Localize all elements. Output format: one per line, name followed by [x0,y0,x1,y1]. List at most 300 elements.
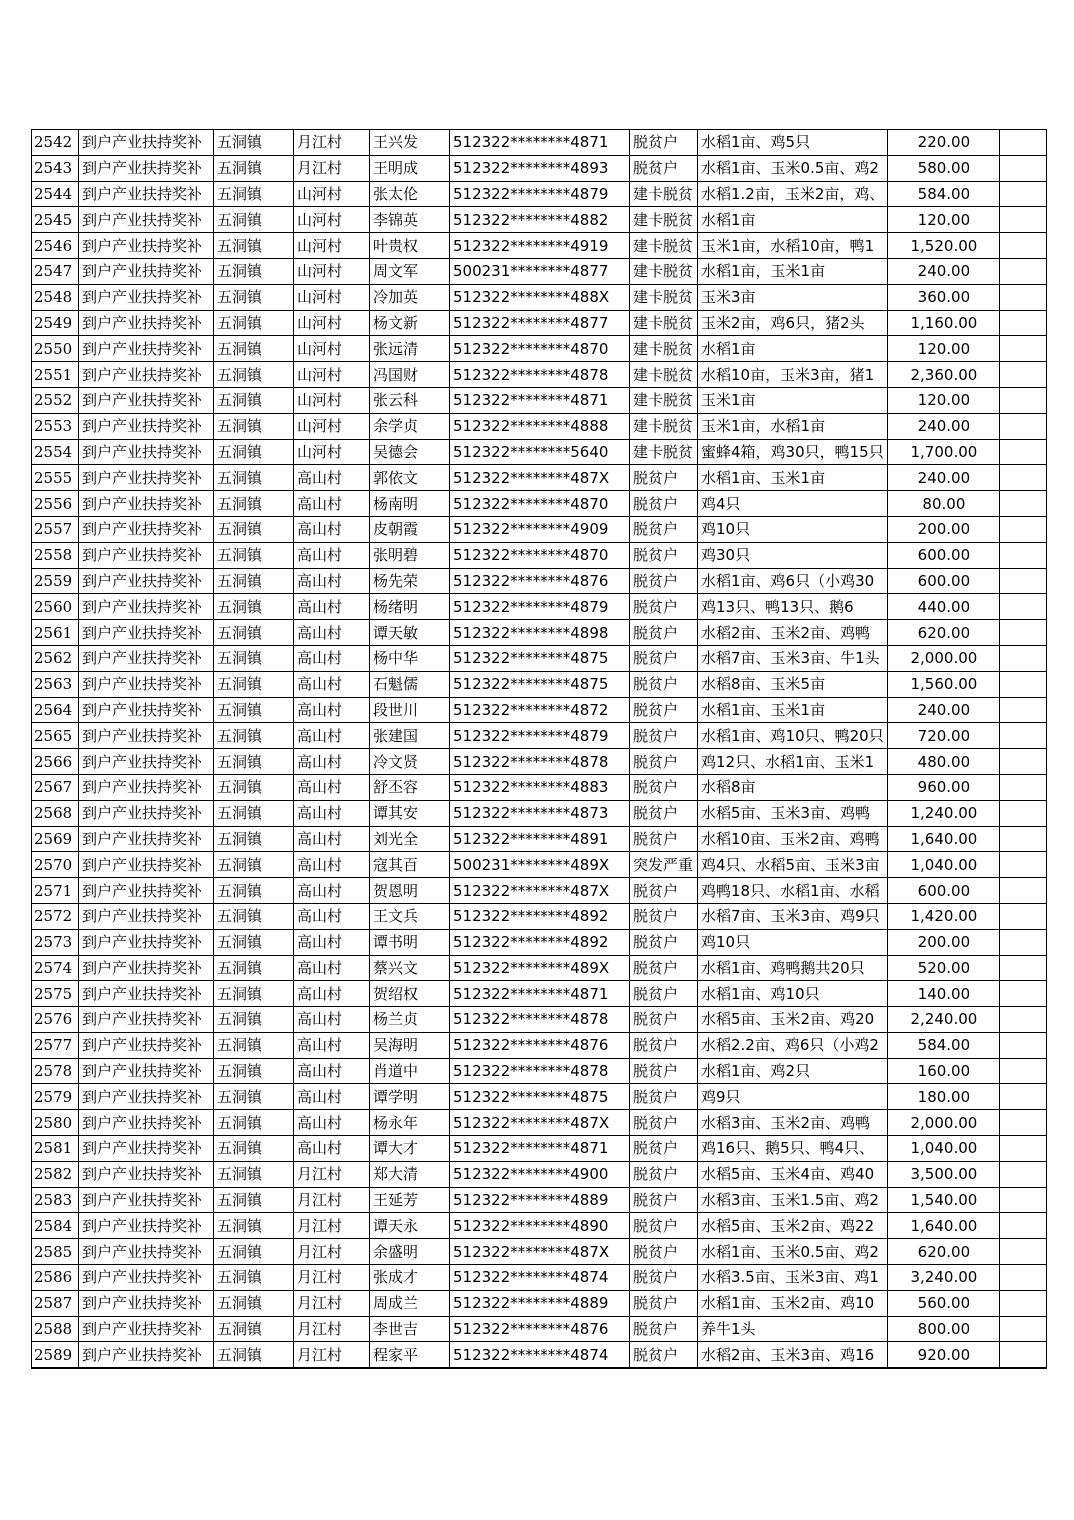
table-row [32,491,1047,517]
remark-cell [1000,362,1047,388]
remark-cell [1000,465,1047,491]
amount-cell: 620.00 [888,620,1000,646]
household-type-cell: 脱贫户 [630,568,698,594]
row-number-cell: 2574 [32,955,79,981]
id-number-cell: 512322********4879 [450,723,630,749]
row-number-cell: 2568 [32,800,79,826]
row-number-cell: 2560 [32,594,79,620]
project-name-cell: 到户产业扶持奖补 [79,1213,214,1239]
household-type-cell: 建卡脱贫 [630,439,698,465]
industry-detail-cell: 鸡13只、鸭13只、鹅6 [698,594,888,620]
person-name-cell: 贺恩明 [370,878,450,904]
table-row [32,800,1047,826]
id-number-cell: 512322********4875 [450,1084,630,1110]
amount-cell: 1,520.00 [888,233,1000,259]
remark-cell [1000,1187,1047,1213]
household-type-cell: 脱贫户 [630,1058,698,1084]
industry-detail-cell: 水稻1亩、玉米2亩、鸡10 [698,1290,888,1316]
town-cell: 五洞镇 [214,516,294,542]
id-number-cell: 512322********4875 [450,671,630,697]
industry-detail-cell: 水稻3亩、玉米1.5亩、鸡2 [698,1187,888,1213]
industry-detail-cell: 鸡4只、水稻5亩、玉米3亩 [698,852,888,878]
person-name-cell: 杨文新 [370,310,450,336]
town-cell: 五洞镇 [214,903,294,929]
household-type-cell: 脱贫户 [630,155,698,181]
village-cell: 高山村 [294,1007,370,1033]
amount-cell: 1,640.00 [888,1213,1000,1239]
village-cell: 高山村 [294,1058,370,1084]
town-cell: 五洞镇 [214,1032,294,1058]
household-type-cell: 脱贫户 [630,1136,698,1162]
amount-cell: 584.00 [888,181,1000,207]
industry-detail-cell: 鸡9只 [698,1084,888,1110]
id-number-cell: 512322********4882 [450,207,630,233]
household-type-cell: 脱贫户 [630,929,698,955]
table-row [32,774,1047,800]
household-type-cell: 突发严重 [630,852,698,878]
amount-cell: 560.00 [888,1290,1000,1316]
amount-cell: 600.00 [888,542,1000,568]
household-type-cell: 脱贫户 [630,1084,698,1110]
row-number-cell: 2551 [32,362,79,388]
row-number-cell: 2569 [32,826,79,852]
project-name-cell: 到户产业扶持奖补 [79,594,214,620]
town-cell: 五洞镇 [214,1213,294,1239]
amount-cell: 2,000.00 [888,645,1000,671]
village-cell: 高山村 [294,620,370,646]
industry-detail-cell: 玉米3亩 [698,284,888,310]
town-cell: 五洞镇 [214,1290,294,1316]
person-name-cell: 李锦英 [370,207,450,233]
table-row [32,749,1047,775]
remark-cell [1000,387,1047,413]
town-cell: 五洞镇 [214,336,294,362]
household-type-cell: 脱贫户 [630,1239,698,1265]
industry-detail-cell: 鸡12只、水稻1亩、玉米1 [698,749,888,775]
amount-cell: 1,240.00 [888,800,1000,826]
project-name-cell: 到户产业扶持奖补 [79,723,214,749]
remark-cell [1000,1110,1047,1136]
household-type-cell: 脱贫户 [630,620,698,646]
amount-cell: 180.00 [888,1084,1000,1110]
remark-cell [1000,826,1047,852]
remark-cell [1000,620,1047,646]
village-cell: 高山村 [294,465,370,491]
person-name-cell: 肖道中 [370,1058,450,1084]
remark-cell [1000,981,1047,1007]
industry-detail-cell: 水稻2亩、玉米3亩、鸡16 [698,1342,888,1368]
household-type-cell: 脱贫户 [630,1213,698,1239]
beneficiary-table [31,129,1047,1369]
table-row [32,465,1047,491]
household-type-cell: 建卡脱贫 [630,233,698,259]
industry-detail-cell: 水稻1亩、鸡鸭鹅共20只 [698,955,888,981]
person-name-cell: 吴德会 [370,439,450,465]
household-type-cell: 脱贫户 [630,826,698,852]
village-cell: 山河村 [294,233,370,259]
id-number-cell: 512322********4876 [450,568,630,594]
table-row [32,697,1047,723]
amount-cell: 520.00 [888,955,1000,981]
village-cell: 高山村 [294,826,370,852]
person-name-cell: 吴海明 [370,1032,450,1058]
amount-cell: 800.00 [888,1316,1000,1342]
village-cell: 高山村 [294,749,370,775]
row-number-cell: 2557 [32,516,79,542]
table-row [32,981,1047,1007]
village-cell: 高山村 [294,1110,370,1136]
project-name-cell: 到户产业扶持奖补 [79,439,214,465]
village-cell: 高山村 [294,903,370,929]
amount-cell: 960.00 [888,774,1000,800]
amount-cell: 600.00 [888,878,1000,904]
person-name-cell: 张建国 [370,723,450,749]
table-row [32,233,1047,259]
amount-cell: 240.00 [888,258,1000,284]
person-name-cell: 冷文贤 [370,749,450,775]
town-cell: 五洞镇 [214,671,294,697]
industry-detail-cell: 水稻1亩 [698,207,888,233]
person-name-cell: 段世川 [370,697,450,723]
project-name-cell: 到户产业扶持奖补 [79,155,214,181]
amount-cell: 620.00 [888,1239,1000,1265]
household-type-cell: 建卡脱贫 [630,284,698,310]
remark-cell [1000,594,1047,620]
industry-detail-cell: 水稻8亩 [698,774,888,800]
person-name-cell: 杨中华 [370,645,450,671]
remark-cell [1000,258,1047,284]
table-row [32,594,1047,620]
person-name-cell: 张远清 [370,336,450,362]
remark-cell [1000,130,1047,156]
village-cell: 山河村 [294,284,370,310]
table-row [32,516,1047,542]
household-type-cell: 脱贫户 [630,723,698,749]
id-number-cell: 512322********488X [450,284,630,310]
person-name-cell: 王明成 [370,155,450,181]
household-type-cell: 脱贫户 [630,1110,698,1136]
project-name-cell: 到户产业扶持奖补 [79,620,214,646]
project-name-cell: 到户产业扶持奖补 [79,1316,214,1342]
table-row [32,155,1047,181]
town-cell: 五洞镇 [214,697,294,723]
person-name-cell: 杨兰贞 [370,1007,450,1033]
village-cell: 高山村 [294,594,370,620]
amount-cell: 80.00 [888,491,1000,517]
table-row [32,723,1047,749]
row-number-cell: 2577 [32,1032,79,1058]
id-number-cell: 512322********4870 [450,491,630,517]
project-name-cell: 到户产业扶持奖补 [79,284,214,310]
amount-cell: 1,420.00 [888,903,1000,929]
person-name-cell: 谭天敏 [370,620,450,646]
project-name-cell: 到户产业扶持奖补 [79,878,214,904]
amount-cell: 1,640.00 [888,826,1000,852]
id-number-cell: 512322********4878 [450,362,630,388]
project-name-cell: 到户产业扶持奖补 [79,516,214,542]
industry-detail-cell: 水稻5亩、玉米2亩、鸡20 [698,1007,888,1033]
table-row [32,284,1047,310]
village-cell: 月江村 [294,1316,370,1342]
id-number-cell: 512322********4873 [450,800,630,826]
industry-detail-cell: 水稻2.2亩、鸡6只（小鸡2 [698,1032,888,1058]
id-number-cell: 512322********5640 [450,439,630,465]
table-row [32,130,1047,156]
row-number-cell: 2578 [32,1058,79,1084]
project-name-cell: 到户产业扶持奖补 [79,1290,214,1316]
industry-detail-cell: 水稻10亩，玉米3亩，猪1 [698,362,888,388]
table-row [32,413,1047,439]
remark-cell [1000,903,1047,929]
household-type-cell: 脱贫户 [630,1290,698,1316]
amount-cell: 240.00 [888,697,1000,723]
project-name-cell: 到户产业扶持奖补 [79,491,214,517]
person-name-cell: 谭大才 [370,1136,450,1162]
id-number-cell: 512322********4871 [450,130,630,156]
amount-cell: 440.00 [888,594,1000,620]
remark-cell [1000,1342,1047,1368]
remark-cell [1000,1136,1047,1162]
row-number-cell: 2545 [32,207,79,233]
household-type-cell: 脱贫户 [630,878,698,904]
remark-cell [1000,1316,1047,1342]
amount-cell: 1,040.00 [888,852,1000,878]
id-number-cell: 512322********4893 [450,155,630,181]
table-row [32,645,1047,671]
town-cell: 五洞镇 [214,284,294,310]
village-cell: 山河村 [294,413,370,439]
remark-cell [1000,800,1047,826]
table-row [32,826,1047,852]
remark-cell [1000,284,1047,310]
person-name-cell: 谭学明 [370,1084,450,1110]
person-name-cell: 张云科 [370,387,450,413]
town-cell: 五洞镇 [214,723,294,749]
row-number-cell: 2584 [32,1213,79,1239]
id-number-cell: 512322********4872 [450,697,630,723]
industry-detail-cell: 鸡4只 [698,491,888,517]
village-cell: 高山村 [294,1032,370,1058]
id-number-cell: 512322********487X [450,1110,630,1136]
industry-detail-cell: 鸡30只 [698,542,888,568]
industry-detail-cell: 水稻10亩、玉米2亩、鸡鸭 [698,826,888,852]
row-number-cell: 2558 [32,542,79,568]
row-number-cell: 2562 [32,645,79,671]
amount-cell: 3,500.00 [888,1161,1000,1187]
person-name-cell: 谭天永 [370,1213,450,1239]
row-number-cell: 2582 [32,1161,79,1187]
person-name-cell: 寇其百 [370,852,450,878]
person-name-cell: 周成兰 [370,1290,450,1316]
remark-cell [1000,774,1047,800]
town-cell: 五洞镇 [214,774,294,800]
id-number-cell: 512322********4898 [450,620,630,646]
id-number-cell: 512322********4879 [450,181,630,207]
project-name-cell: 到户产业扶持奖补 [79,1265,214,1291]
table-row [32,1342,1047,1368]
table-row [32,1265,1047,1291]
remark-cell [1000,852,1047,878]
row-number-cell: 2565 [32,723,79,749]
remark-cell [1000,1032,1047,1058]
household-type-cell: 脱贫户 [630,981,698,1007]
id-number-cell: 512322********487X [450,878,630,904]
row-number-cell: 2570 [32,852,79,878]
row-number-cell: 2579 [32,1084,79,1110]
industry-detail-cell: 水稻1亩、玉米0.5亩、鸡2 [698,155,888,181]
table-row [32,1290,1047,1316]
industry-detail-cell: 水稻7亩、玉米3亩、牛1头 [698,645,888,671]
remark-cell [1000,1239,1047,1265]
town-cell: 五洞镇 [214,800,294,826]
household-type-cell: 脱贫户 [630,671,698,697]
industry-detail-cell: 鸡10只 [698,929,888,955]
person-name-cell: 程家平 [370,1342,450,1368]
household-type-cell: 建卡脱贫 [630,207,698,233]
amount-cell: 120.00 [888,387,1000,413]
industry-detail-cell: 水稻7亩、玉米3亩、鸡9只 [698,903,888,929]
industry-detail-cell: 水稻1亩、鸡5只 [698,130,888,156]
id-number-cell: 500231********489X [450,852,630,878]
remark-cell [1000,671,1047,697]
industry-detail-cell: 水稻1亩 [698,336,888,362]
town-cell: 五洞镇 [214,1136,294,1162]
town-cell: 五洞镇 [214,1084,294,1110]
household-type-cell: 脱贫户 [630,1032,698,1058]
id-number-cell: 512322********4871 [450,387,630,413]
industry-detail-cell: 水稻1.2亩，玉米2亩，鸡、 [698,181,888,207]
industry-detail-cell: 水稻5亩、玉米2亩、鸡22 [698,1213,888,1239]
row-number-cell: 2547 [32,258,79,284]
village-cell: 山河村 [294,387,370,413]
remark-cell [1000,1007,1047,1033]
table-row [32,1084,1047,1110]
village-cell: 高山村 [294,878,370,904]
row-number-cell: 2550 [32,336,79,362]
id-number-cell: 512322********4870 [450,542,630,568]
project-name-cell: 到户产业扶持奖补 [79,1342,214,1368]
household-type-cell: 脱贫户 [630,130,698,156]
project-name-cell: 到户产业扶持奖补 [79,749,214,775]
row-number-cell: 2580 [32,1110,79,1136]
id-number-cell: 512322********4890 [450,1213,630,1239]
table-row [32,929,1047,955]
project-name-cell: 到户产业扶持奖补 [79,1110,214,1136]
amount-cell: 120.00 [888,207,1000,233]
person-name-cell: 叶贵权 [370,233,450,259]
village-cell: 月江村 [294,155,370,181]
town-cell: 五洞镇 [214,594,294,620]
table-row [32,1110,1047,1136]
person-name-cell: 王文兵 [370,903,450,929]
household-type-cell: 脱贫户 [630,1342,698,1368]
table-row [32,336,1047,362]
project-name-cell: 到户产业扶持奖补 [79,130,214,156]
village-cell: 月江村 [294,1342,370,1368]
person-name-cell: 郭依文 [370,465,450,491]
household-type-cell: 脱贫户 [630,516,698,542]
village-cell: 高山村 [294,671,370,697]
remark-cell [1000,697,1047,723]
id-number-cell: 512322********487X [450,465,630,491]
id-number-cell: 512322********4875 [450,645,630,671]
row-number-cell: 2553 [32,413,79,439]
village-cell: 月江村 [294,1161,370,1187]
village-cell: 高山村 [294,542,370,568]
remark-cell [1000,1084,1047,1110]
table-row [32,1032,1047,1058]
amount-cell: 600.00 [888,568,1000,594]
amount-cell: 920.00 [888,1342,1000,1368]
remark-cell [1000,207,1047,233]
table-row [32,1239,1047,1265]
person-name-cell: 冯国财 [370,362,450,388]
project-name-cell: 到户产业扶持奖补 [79,1136,214,1162]
village-cell: 山河村 [294,181,370,207]
town-cell: 五洞镇 [214,1342,294,1368]
project-name-cell: 到户产业扶持奖补 [79,362,214,388]
person-name-cell: 王延芳 [370,1187,450,1213]
amount-cell: 360.00 [888,284,1000,310]
id-number-cell: 512322********4876 [450,1032,630,1058]
amount-cell: 580.00 [888,155,1000,181]
village-cell: 高山村 [294,929,370,955]
row-number-cell: 2576 [32,1007,79,1033]
remark-cell [1000,1058,1047,1084]
project-name-cell: 到户产业扶持奖补 [79,1058,214,1084]
household-type-cell: 脱贫户 [630,491,698,517]
person-name-cell: 谭其安 [370,800,450,826]
town-cell: 五洞镇 [214,1239,294,1265]
row-number-cell: 2588 [32,1316,79,1342]
row-number-cell: 2585 [32,1239,79,1265]
town-cell: 五洞镇 [214,929,294,955]
row-number-cell: 2586 [32,1265,79,1291]
row-number-cell: 2543 [32,155,79,181]
remark-cell [1000,1265,1047,1291]
project-name-cell: 到户产业扶持奖补 [79,387,214,413]
project-name-cell: 到户产业扶持奖补 [79,568,214,594]
village-cell: 月江村 [294,130,370,156]
row-number-cell: 2561 [32,620,79,646]
industry-detail-cell: 玉米1亩 [698,387,888,413]
household-type-cell: 建卡脱贫 [630,336,698,362]
person-name-cell: 刘光全 [370,826,450,852]
row-number-cell: 2555 [32,465,79,491]
amount-cell: 220.00 [888,130,1000,156]
amount-cell: 2,360.00 [888,362,1000,388]
person-name-cell: 余学贞 [370,413,450,439]
id-number-cell: 512322********4876 [450,1316,630,1342]
remark-cell [1000,568,1047,594]
project-name-cell: 到户产业扶持奖补 [79,697,214,723]
project-name-cell: 到户产业扶持奖补 [79,413,214,439]
industry-detail-cell: 鸡16只、鹅5只、鸭4只、 [698,1136,888,1162]
village-cell: 高山村 [294,723,370,749]
village-cell: 高山村 [294,774,370,800]
id-number-cell: 512322********4878 [450,749,630,775]
town-cell: 五洞镇 [214,620,294,646]
village-cell: 高山村 [294,1084,370,1110]
household-type-cell: 脱贫户 [630,645,698,671]
table-row [32,181,1047,207]
person-name-cell: 舒丕容 [370,774,450,800]
village-cell: 山河村 [294,207,370,233]
id-number-cell: 512322********4892 [450,929,630,955]
household-type-cell: 脱贫户 [630,800,698,826]
id-number-cell: 500231********4877 [450,258,630,284]
row-number-cell: 2589 [32,1342,79,1368]
